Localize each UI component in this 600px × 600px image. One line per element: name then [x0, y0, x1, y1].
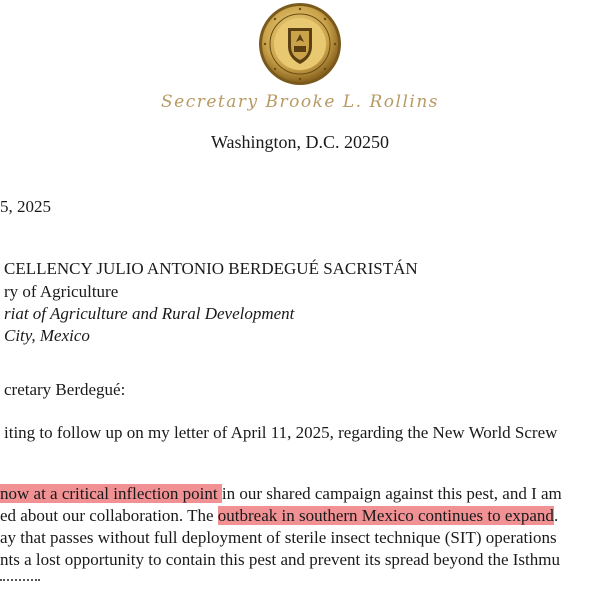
cut-off-line [0, 576, 50, 582]
recipient-title: ry of Agriculture [4, 282, 119, 301]
usda-seal [258, 2, 342, 86]
signature-line: Secretary Brooke L. Rollins [161, 92, 439, 112]
paragraph-2-line-2-end: . [553, 506, 559, 525]
highlight-outbreak: outbreak in southern Mexico continues to expand [217, 506, 554, 525]
recipient-name: CELLENCY JULIO ANTONIO BERDEGUÉ SACRISTÁN [4, 259, 418, 278]
letter-date: 5, 2025 [0, 197, 51, 216]
seal-emblem-icon [258, 2, 342, 86]
paragraph-1: iting to follow up on my letter of April 11, 2025, regarding the New World Screw [4, 423, 558, 442]
paragraph-2-line-1 [0, 484, 562, 504]
paragraph-2-line-2-start: ed about our collaboration. The [0, 506, 218, 525]
recipient-ministry: riat of Agriculture and Rural Development [4, 304, 295, 323]
paragraph-2-line-1-rest: in our shared campaign against this pest, and I am [221, 484, 562, 503]
cut-off-text-fragment [0, 579, 40, 581]
salutation: cretary Berdegué: [4, 380, 126, 399]
recipient-city: City, Mexico [4, 326, 90, 345]
letterhead-address: Washington, D.C. 20250 [210, 132, 390, 152]
paragraph-2-line-4: nts a lost opportunity to contain this pest and prevent its spread beyond the Isthmu [0, 550, 560, 569]
paragraph-2-line-2 [0, 506, 558, 526]
highlight-inflection-point: now at a critical inflection point [0, 484, 222, 503]
paragraph-2-line-3: ay that passes without full deployment of sterile insect technique (SIT) operations [0, 528, 557, 547]
